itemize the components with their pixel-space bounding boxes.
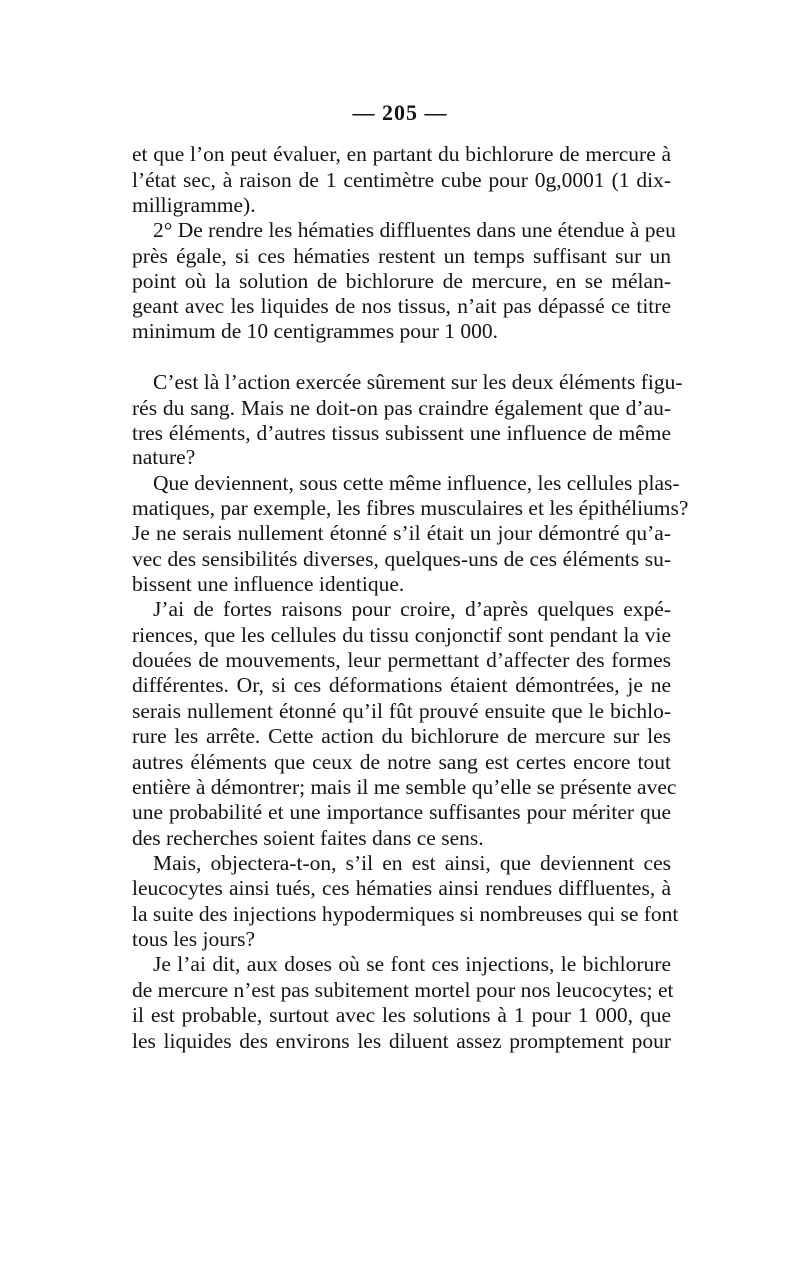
text-line: matiques, par exemple, les fibres musculaires et les épithéliums? xyxy=(132,496,689,520)
text-line: vec des sensibilités diverses, quelques-uns de ces éléments su- xyxy=(132,547,671,571)
text-line: douées de mouvements, leur permettant d’affecter des formes xyxy=(132,648,671,672)
text-line: geant avec les liquides de nos tissus, n’ait pas dépassé ce titre xyxy=(132,294,671,318)
text-line: serais nullement étonné qu’il fût prouvé ensuite que le bichlo- xyxy=(132,699,671,723)
text-line: il est probable, surtout avec les solutions à 1 pour 1 000, que xyxy=(132,1003,671,1027)
text-line: l’état sec, à raison de 1 centimètre cube pour 0g,0001 (1 dix- xyxy=(132,168,671,192)
text-line: Que deviennent, sous cette même influence, les cellules plas- xyxy=(153,471,680,495)
text-line: Je l’ai dit, aux doses où se font ces injections, le bichlorure xyxy=(153,952,671,976)
text-line: les liquides des environs les diluent assez promptement pour xyxy=(132,1029,671,1053)
text-line: une probabilité et une importance suffisantes pour mériter que xyxy=(132,800,671,824)
text-line: tres éléments, d’autres tissus subissent une influence de même xyxy=(132,421,671,445)
text-line: de mercure n’est pas subitement mortel pour nos leucocytes; et xyxy=(132,978,674,1002)
text-line: J’ai de fortes raisons pour croire, d’après quelques expé- xyxy=(153,597,671,621)
text-line: C’est là l’action exercée sûrement sur les deux éléments figu- xyxy=(153,370,683,394)
text-line: rés du sang. Mais ne doit-on pas craindre également que d’au- xyxy=(132,396,671,420)
text-line: nature? xyxy=(132,445,196,469)
text-line: tous les jours? xyxy=(132,927,256,951)
page-number: — 205 — xyxy=(352,100,448,125)
text-line: 2° De rendre les hématies diffluentes dans une étendue à peu xyxy=(153,218,676,242)
text-line: des recherches soient faites dans ce sens. xyxy=(132,826,484,850)
text-line: rure les arrête. Cette action du bichlorure de mercure sur les xyxy=(132,724,671,748)
text-line: Mais, objectera-t-on, s’il en est ainsi, que deviennent ces xyxy=(153,851,671,875)
text-line: la suite des injections hypodermiques si nombreuses qui se font xyxy=(132,902,679,926)
text-line: leucocytes ainsi tués, ces hématies ainsi rendues diffluentes, à xyxy=(132,876,671,900)
text-line: point où la solution de bichlorure de mercure, en se mélan- xyxy=(132,269,671,293)
text-line: différentes. Or, si ces déformations étaient démontrées, je ne xyxy=(132,673,671,697)
text-line: près égale, si ces hématies restent un temps suffisant sur un xyxy=(132,244,671,268)
text-line: autres éléments que ceux de notre sang est certes encore tout xyxy=(132,750,671,774)
text-line: milligramme). xyxy=(132,193,256,217)
text-line: riences, que les cellules du tissu conjonctif sont pendant la vie xyxy=(132,623,671,647)
text-line: entière à démontrer; mais il me semble qu’elle se présente avec xyxy=(132,775,677,799)
text-line: Je ne serais nullement étonné s’il était un jour démontré qu’a- xyxy=(132,521,671,545)
text-line: minimum de 10 centigrammes pour 1 000. xyxy=(132,319,499,343)
text-line: bissent une influence identique. xyxy=(132,572,405,596)
text-line: et que l’on peut évaluer, en partant du bichlorure de mercure à xyxy=(132,142,671,166)
